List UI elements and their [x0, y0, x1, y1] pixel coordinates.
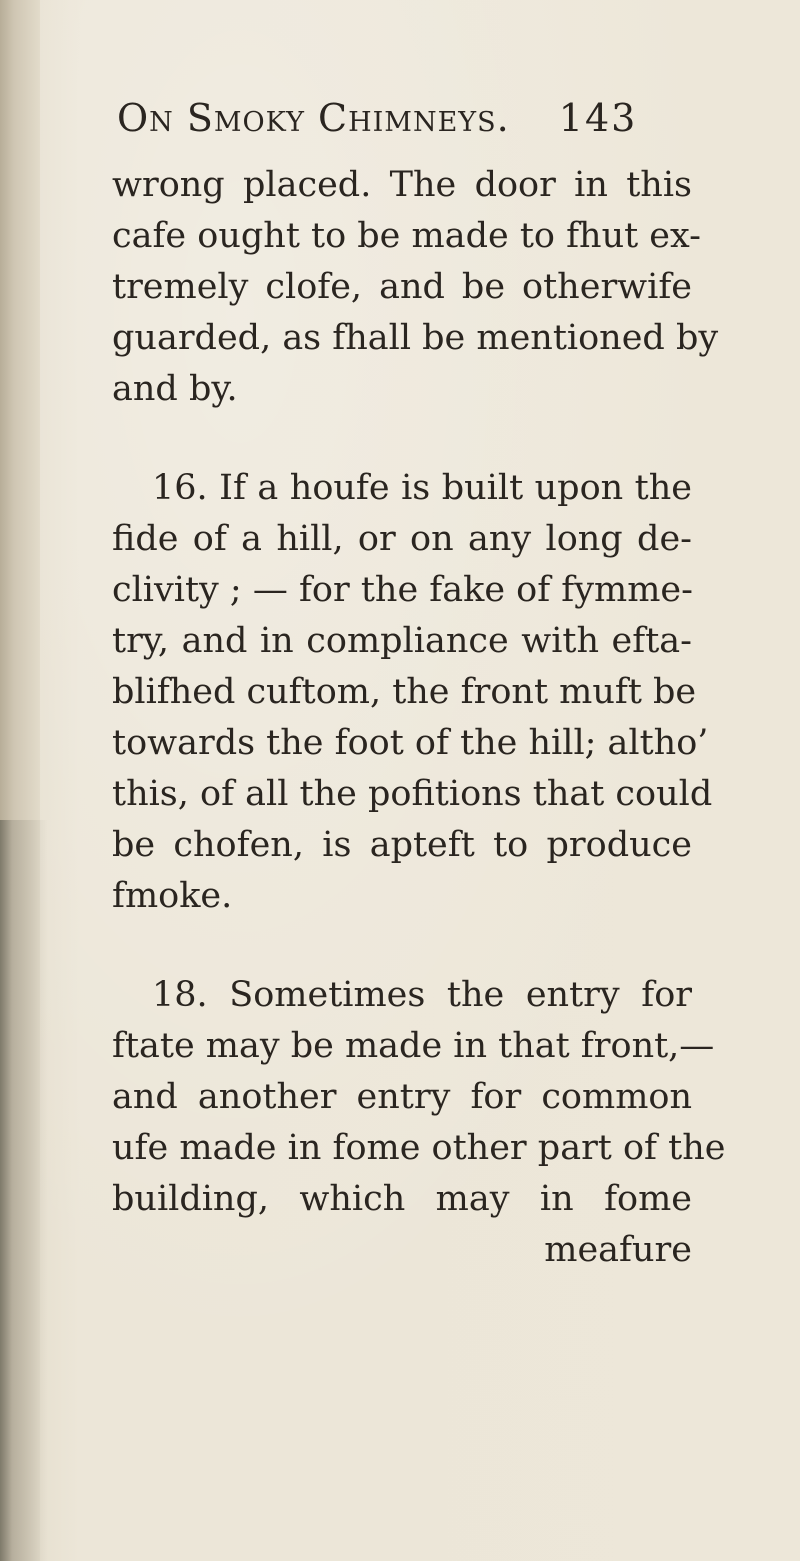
text-line: and another entry for common — [112, 1077, 692, 1117]
text-line: towards the foot of the hill; altho’ — [112, 723, 709, 763]
text-line: cafe ought to be made to fhut ex- — [112, 216, 701, 256]
text-line: fide of a hill, or on any long de- — [112, 519, 692, 559]
text-line: building, which may in fome — [112, 1179, 692, 1219]
text-line: be chofen, is apteft to produce — [112, 825, 692, 865]
text-line: wrong placed. The door in this — [112, 165, 692, 205]
text-line: this, of all the pofitions that could — [112, 774, 713, 814]
paragraph-1 — [112, 160, 719, 415]
text-line: blifhed cuftom, the front muft be — [112, 672, 697, 712]
text-line: guarded, as fhall be mentioned by — [112, 318, 719, 358]
running-head-title: On Smoky Chimneys. — [117, 96, 510, 140]
running-head — [117, 96, 717, 140]
text-line: try, and in compliance with efta- — [112, 621, 692, 661]
text-line: and by. — [112, 369, 238, 409]
text-line: clivity ; — for the fake of fymme- — [112, 570, 693, 610]
text-line: fmoke. — [112, 876, 233, 916]
text-line: 16. If a houfe is built upon the — [152, 468, 692, 508]
body-text — [112, 160, 726, 1276]
text-line: tremely clofe, and be otherwife — [112, 267, 692, 307]
page-number: 143 — [558, 96, 638, 140]
text-line: 18. Sometimes the entry for — [152, 975, 692, 1015]
text-line: ufe made in fome other part of the — [112, 1128, 726, 1168]
paragraph-18 — [112, 970, 726, 1276]
catchword: meafure — [544, 1230, 692, 1270]
text-line: ftate may be made in that front,— — [112, 1026, 715, 1066]
paragraph-16 — [112, 463, 713, 922]
page-edge-shadow — [0, 820, 48, 1561]
